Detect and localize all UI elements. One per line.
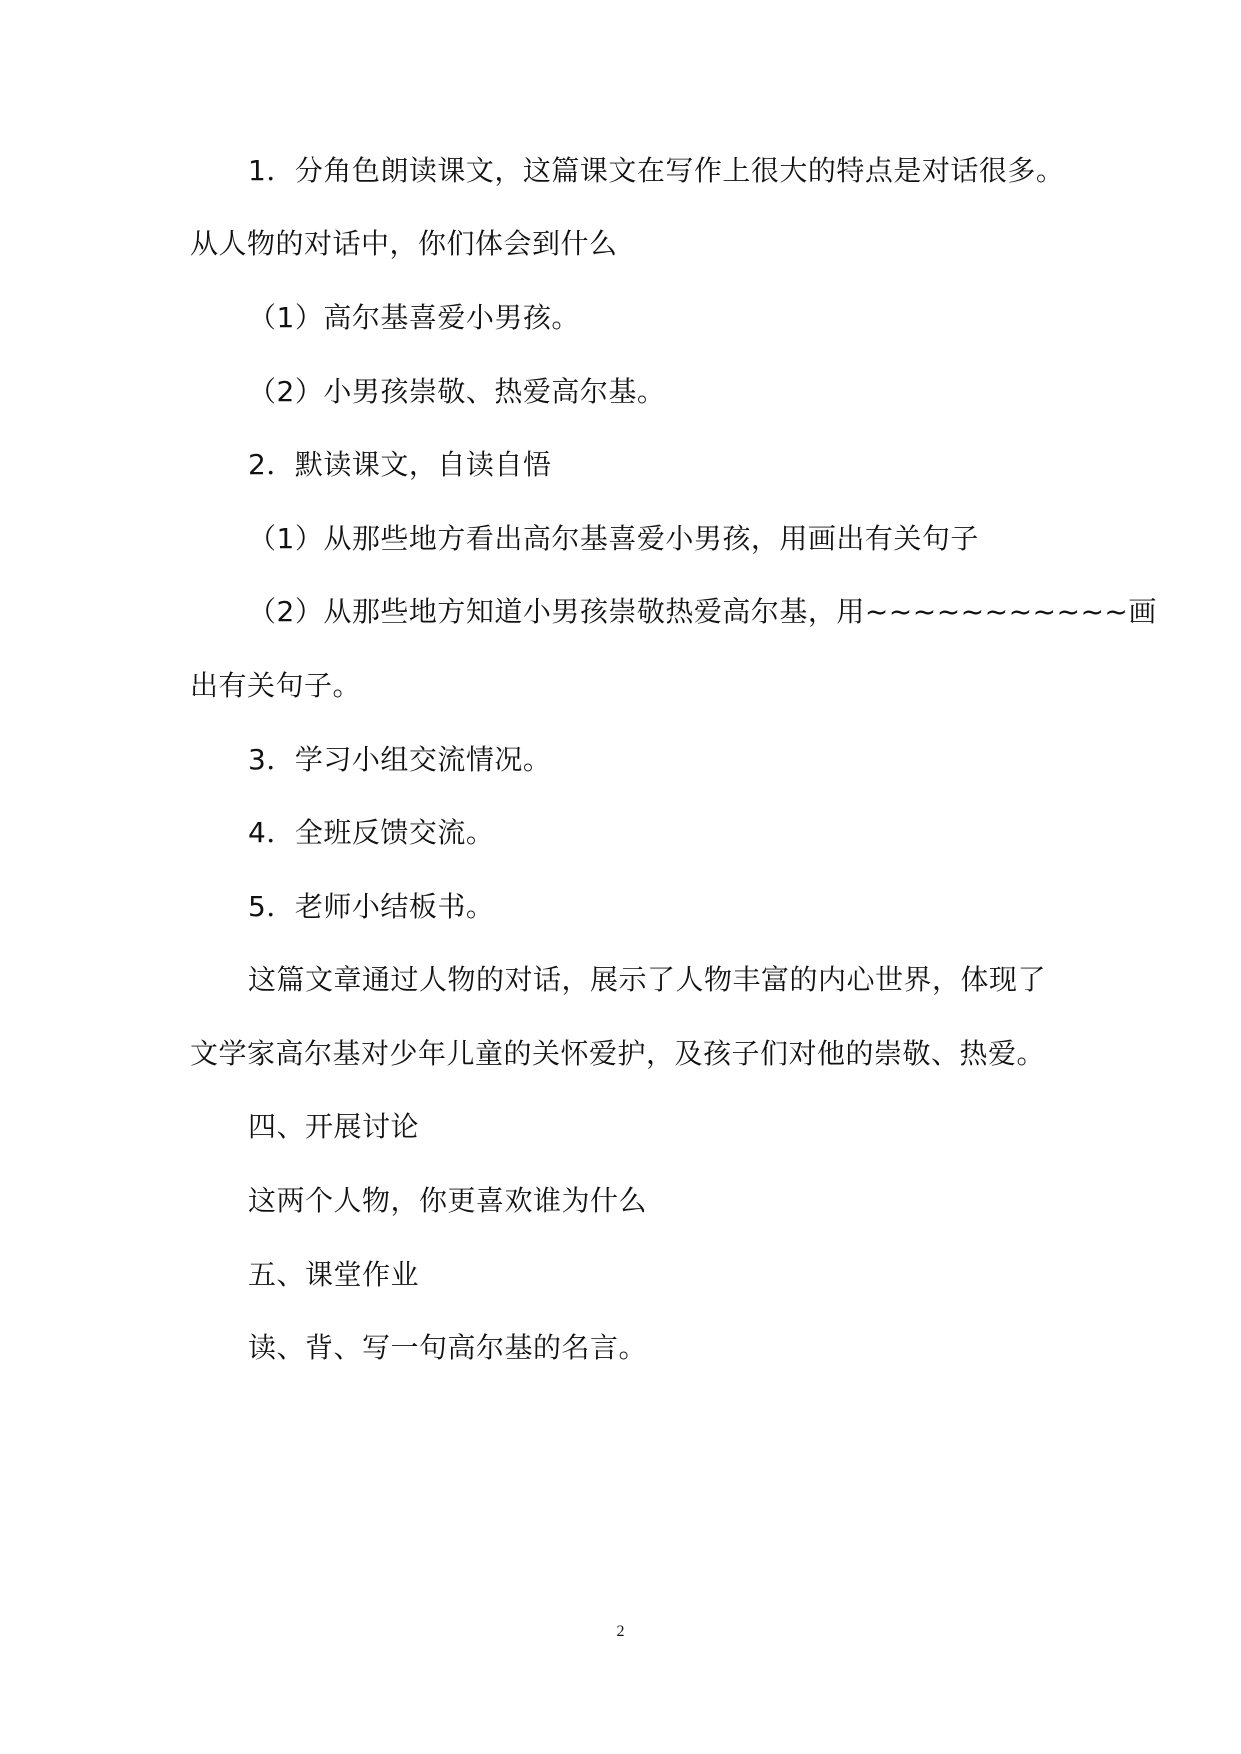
paragraph-line: 3．学习小组交流情况。 — [248, 743, 552, 776]
paragraph-line: 出有关句子。 — [190, 669, 362, 702]
paragraph-line: 从人物的对话中，你们体会到什么 — [190, 227, 618, 260]
list-item: （1）从那些地方看出高尔基喜爱小男孩，用画出有关句子 — [248, 522, 979, 555]
paragraph-line: 文学家高尔基对少年儿童的关怀爱护，及孩子们对他的崇敬、热爱。 — [190, 1037, 1046, 1070]
section-heading: 五、课堂作业 — [248, 1258, 420, 1291]
list-item: （2）小男孩崇敬、热爱高尔基。 — [248, 375, 666, 408]
paragraph-line: 2．默读课文，自读自悟 — [248, 448, 552, 481]
paragraph-line: 4．全班反馈交流。 — [248, 816, 495, 849]
paragraph-line: 这两个人物，你更喜欢谁为什么 — [248, 1184, 648, 1217]
paragraph-line: 5．老师小结板书。 — [248, 890, 495, 923]
section-heading: 四、开展讨论 — [248, 1110, 420, 1143]
list-item: （1）高尔基喜爱小男孩。 — [248, 301, 580, 334]
page-number: 2 — [616, 1623, 625, 1640]
list-item: （2）从那些地方知道小男孩崇敬热爱高尔基，用~~~~~~~~~~~画 — [248, 595, 1157, 628]
paragraph-line: 读、背、写一句高尔基的名言。 — [248, 1331, 648, 1364]
paragraph-line: 这篇文章通过人物的对话，展示了人物丰富的内心世界，体现了 — [248, 963, 1047, 996]
paragraph-line: 1．分角色朗读课文，这篇课文在写作上很大的特点是对话很多。 — [248, 154, 1065, 187]
